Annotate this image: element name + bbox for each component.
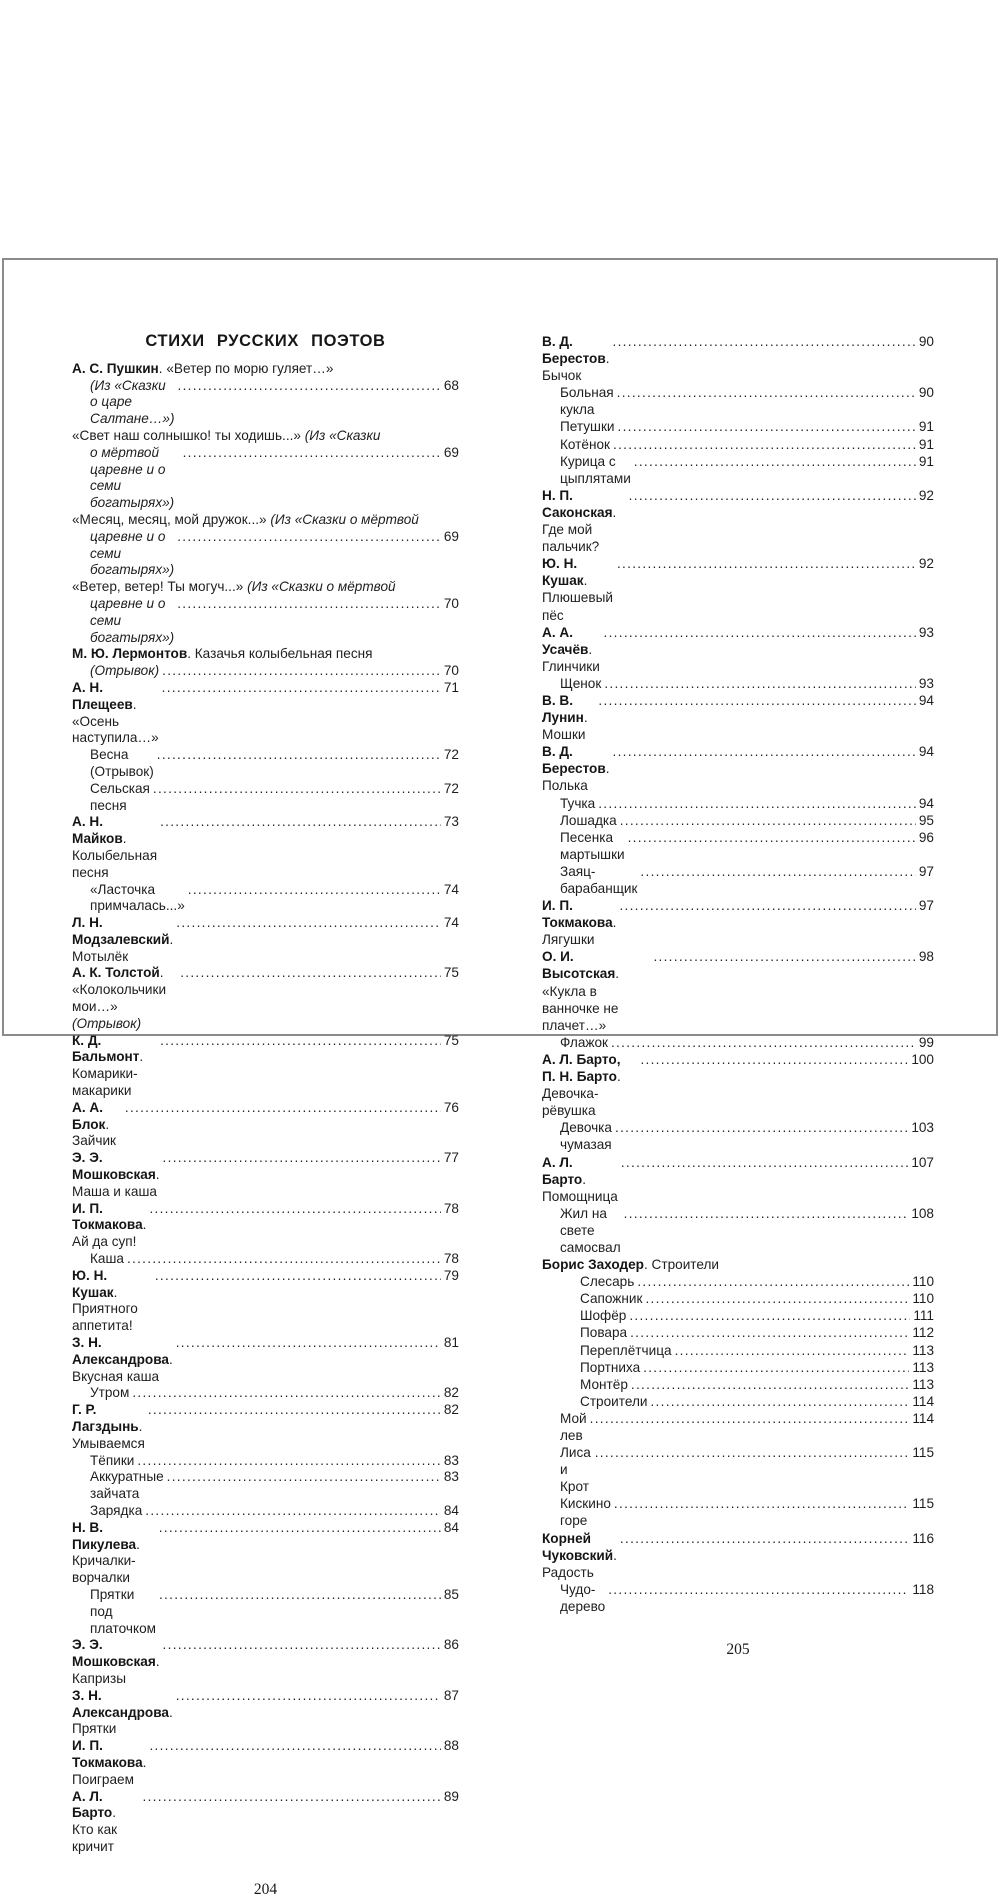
toc-entry-text: Весна (Отрывок)	[90, 747, 158, 779]
toc-page-ref: 72	[443, 780, 459, 796]
dot-leader	[155, 1268, 441, 1285]
dot-leader	[159, 1587, 441, 1604]
toc-page-ref: 84	[443, 1519, 459, 1535]
toc-page-ref: 79	[443, 1267, 459, 1283]
toc-entry-text: Тёпики	[90, 1452, 135, 1468]
dot-leader	[149, 1738, 440, 1755]
dot-leader	[630, 1324, 909, 1341]
toc-page-ref: 94	[918, 795, 934, 811]
toc-entry-text: о мёртвой царевне и о семи богатырях»)	[90, 444, 175, 511]
toc-page-ref: 91	[918, 453, 934, 469]
toc-entry	[542, 829, 934, 863]
toc-page-ref: 111	[913, 1308, 934, 1324]
toc-entry-text: Сельская песня	[90, 780, 154, 813]
toc-entry	[72, 1150, 459, 1200]
toc-page-ref: 70	[443, 663, 459, 679]
toc-page-ref: 93	[918, 624, 934, 640]
toc-entry	[72, 781, 459, 815]
toc-page-ref: 93	[918, 675, 934, 691]
toc-entry	[72, 529, 459, 579]
toc-page-ref: 107	[911, 1154, 934, 1170]
toc-entry-text: Г. Р. Лагздынь. Умываемся	[72, 1402, 149, 1451]
toc-entry-text: Чудо-дерево	[560, 1581, 606, 1614]
toc-entry-text: Корней Чуковский. Радость	[542, 1530, 621, 1580]
toc-entry-text: А. С. Пушкин. «Ветер по морю гуляет…»	[72, 360, 334, 376]
toc-page-ref: 90	[918, 334, 934, 349]
toc-page-ref: 68	[443, 377, 459, 393]
toc-entry-text: Повара	[580, 1325, 631, 1341]
dot-leader	[598, 692, 916, 709]
toc-entry	[542, 436, 934, 453]
dot-leader	[137, 1453, 441, 1470]
toc-entry	[542, 743, 934, 794]
dot-leader	[125, 1100, 441, 1117]
dot-leader	[149, 1201, 440, 1218]
toc-entry	[542, 1410, 934, 1444]
toc-entry	[72, 579, 459, 596]
toc-entry	[72, 1201, 459, 1251]
dot-leader	[634, 453, 916, 470]
toc-page-ref: 77	[443, 1150, 459, 1166]
toc-entry-text: А. Л. Барто, П. Н. Барто. Девочка-рёвушка	[542, 1051, 625, 1119]
dot-leader	[631, 1376, 909, 1393]
dot-leader	[643, 1359, 909, 1376]
toc-entry-text: Флажок	[560, 1034, 608, 1050]
toc-page-right	[542, 333, 934, 1658]
dot-leader	[621, 1154, 908, 1171]
dot-leader	[595, 1444, 910, 1461]
dot-leader	[645, 1290, 909, 1307]
toc-page-ref: 74	[443, 881, 459, 897]
toc-entry	[72, 1100, 459, 1150]
toc-entry-text: М. Ю. Лермонтов. Казачья колыбельная песня	[72, 646, 373, 662]
toc-entry	[542, 487, 934, 555]
toc-entry	[72, 1587, 459, 1637]
toc-entry-text: А. Л. Барто. Кто как кричит	[72, 1788, 121, 1854]
dot-leader	[613, 436, 916, 453]
dot-leader	[127, 1251, 441, 1268]
toc-title: СТИХИ РУССКИХ ПОЭТОВ	[145, 332, 386, 350]
dot-leader	[177, 596, 441, 613]
toc-entry	[72, 1453, 459, 1470]
toc-entry	[72, 445, 459, 512]
toc-page-ref: 92	[918, 556, 934, 572]
toc-entry	[72, 965, 459, 1032]
toc-entry	[72, 915, 459, 965]
toc-page-ref: 94	[918, 692, 934, 708]
dot-leader	[617, 384, 916, 401]
toc-entry	[72, 1268, 459, 1335]
toc-entry	[542, 1034, 934, 1051]
dot-leader	[162, 680, 441, 697]
dot-leader	[628, 829, 916, 846]
toc-entry-text: Э. Э. Мошковская. Капризы	[72, 1637, 164, 1686]
toc-entry	[72, 378, 459, 428]
toc-entry-text: Щенок	[560, 675, 602, 691]
toc-entry	[72, 596, 459, 646]
toc-entry	[72, 512, 459, 529]
dot-leader	[176, 1335, 441, 1352]
toc-entry-text: Кискино горе	[560, 1496, 615, 1529]
toc-page-ref: 97	[918, 898, 934, 914]
toc-entry	[542, 1307, 934, 1324]
toc-entry	[72, 1335, 459, 1385]
toc-page-ref: 94	[918, 744, 934, 760]
toc-page-ref: 115	[912, 1445, 934, 1461]
dot-leader	[637, 1273, 909, 1290]
dot-leader	[619, 897, 915, 914]
dot-leader	[640, 863, 915, 880]
dot-leader	[611, 1034, 916, 1051]
toc-entry	[72, 1520, 459, 1587]
toc-page-ref: 88	[443, 1738, 459, 1754]
toc-entry	[542, 1273, 934, 1290]
toc-entry-text: «Ласточка примчалась...»	[90, 881, 189, 914]
toc-entry	[72, 814, 459, 881]
toc-entry-text: Борис Заходер. Строители	[542, 1257, 720, 1273]
toc-entry-text: И. П. Токмакова. Лягушки	[542, 898, 621, 948]
dot-leader	[650, 1393, 909, 1410]
toc-page-left	[72, 333, 459, 1899]
toc-page-ref: 86	[443, 1637, 459, 1653]
page-number-right: 205	[726, 1641, 750, 1659]
toc-entry	[542, 1119, 934, 1153]
toc-entry	[72, 428, 459, 445]
toc-entry	[542, 1444, 934, 1495]
toc-entry-text: Лиса и Крот	[560, 1445, 595, 1495]
toc-page-ref: 83	[443, 1452, 459, 1468]
dot-leader	[153, 781, 441, 798]
toc-page-ref: 114	[912, 1393, 934, 1409]
toc-entry	[542, 948, 934, 1033]
toc-page-ref: 91	[918, 419, 934, 435]
dot-leader	[640, 1051, 908, 1068]
toc-entry	[72, 1789, 459, 1856]
toc-page-ref: 96	[918, 829, 934, 845]
toc-entry	[72, 1738, 459, 1788]
toc-page-ref: 78	[443, 1200, 459, 1216]
toc-entry-text: Шофёр	[580, 1308, 631, 1324]
dot-leader	[613, 333, 916, 350]
toc-entry-text: «Месяц, месяц, мой дружок...» (Из «Сказки о мёртвой	[72, 511, 419, 527]
toc-entry	[542, 1581, 934, 1615]
toc-entry	[542, 384, 934, 418]
dot-leader	[162, 663, 441, 680]
dot-leader	[590, 1410, 910, 1427]
dot-leader	[608, 1581, 909, 1598]
toc-page-ref: 90	[918, 385, 934, 401]
toc-entry	[542, 692, 934, 743]
dot-leader	[617, 555, 916, 572]
dot-leader	[180, 965, 441, 982]
toc-entry-text: К. Д. Бальмонт. Комарики-макарики	[72, 1032, 147, 1099]
dot-leader	[620, 1530, 909, 1547]
toc-page-ref: 100	[911, 1051, 934, 1067]
toc-entry	[542, 812, 934, 829]
toc-page-ref: 113	[912, 1359, 934, 1375]
dot-leader	[167, 1469, 441, 1486]
toc-entry	[72, 646, 459, 663]
page-number-left: 204	[253, 1880, 278, 1898]
toc-entry-text: Каша	[90, 1251, 124, 1267]
toc-entry	[542, 1359, 934, 1376]
dot-leader	[598, 795, 916, 812]
toc-entry-text: Портниха	[580, 1359, 644, 1375]
dot-leader	[178, 378, 441, 395]
toc-page-ref: 69	[443, 528, 459, 544]
dot-leader	[177, 529, 441, 546]
dot-leader	[157, 747, 441, 764]
toc-entry-text: И. П. Токмакова. Ай да суп!	[72, 1200, 151, 1250]
toc-entry-text: «Ветер, ветер! Ты могуч...» (Из «Сказки о мёртвой	[72, 579, 396, 595]
toc-entry	[542, 1324, 934, 1341]
toc-list-right	[542, 333, 934, 1615]
toc-entry-text: (Из «Сказки о царе Салтане…»)	[90, 377, 175, 427]
toc-page-ref: 99	[918, 1034, 934, 1050]
toc-page-ref: 75	[443, 1032, 459, 1048]
toc-entry	[72, 663, 459, 680]
dot-leader	[145, 1503, 441, 1520]
dot-leader	[160, 1033, 441, 1050]
toc-page-ref: 92	[918, 487, 934, 503]
toc-page-ref: 103	[911, 1120, 934, 1136]
toc-entry	[542, 1290, 934, 1307]
toc-entry-text: царевне и о семи богатырях»)	[90, 595, 175, 645]
toc-page-ref: 73	[443, 814, 459, 830]
toc-entry	[542, 453, 934, 487]
toc-page-ref: 113	[912, 1376, 934, 1392]
toc-entry	[72, 1503, 459, 1520]
toc-page-ref: 74	[443, 915, 459, 931]
toc-entry-text: царевне и о семи богатырях»)	[90, 528, 175, 578]
toc-list-left	[72, 361, 459, 1856]
dot-leader	[604, 675, 916, 692]
toc-entry-text: Ю. Н. Кушак. Плюшевый пёс	[542, 556, 617, 623]
toc-entry	[542, 863, 934, 897]
toc-entry	[542, 1342, 934, 1359]
toc-entry-text: Слесарь	[580, 1274, 639, 1290]
toc-page-ref: 108	[911, 1205, 934, 1221]
toc-page-ref: 110	[912, 1291, 934, 1307]
toc-page-ref: 98	[918, 949, 934, 965]
toc-entry-text: Переплётчица	[580, 1342, 672, 1358]
toc-entry	[542, 1205, 934, 1256]
dot-leader	[629, 1307, 910, 1324]
toc-page-ref: 82	[443, 1385, 459, 1401]
toc-entry	[542, 897, 934, 948]
dot-leader	[163, 1637, 441, 1654]
toc-entry-text: Лошадка	[560, 812, 617, 828]
dot-leader	[188, 882, 441, 899]
dot-leader	[160, 814, 441, 831]
toc-entry-text: Тучка	[560, 795, 600, 811]
toc-entry-text: Л. Н. Модзалевский. Мотылёк	[72, 915, 178, 964]
toc-entry-text: Петушки	[560, 419, 619, 435]
toc-page-ref: 118	[912, 1581, 934, 1597]
toc-entry-text: З. Н. Александрова. Вкусная каша	[72, 1335, 177, 1384]
toc-entry-text: А. К. Толстой. «Колокольчики мои…» (Отрывок)	[72, 965, 170, 1031]
toc-page-ref: 114	[912, 1410, 934, 1426]
toc-entry	[542, 1495, 934, 1529]
toc-entry	[542, 1530, 934, 1581]
toc-entry-text: Девочка чумазая	[560, 1120, 616, 1153]
toc-page-ref: 82	[443, 1402, 459, 1418]
toc-entry-text: Сапожник	[580, 1291, 643, 1307]
toc-page-ref: 81	[443, 1335, 459, 1351]
toc-entry	[72, 1033, 459, 1100]
toc-entry-text: Монтёр	[580, 1376, 632, 1392]
toc-page-ref: 83	[443, 1469, 459, 1485]
toc-entry	[542, 795, 934, 812]
toc-entry	[542, 624, 934, 675]
dot-leader	[675, 1342, 910, 1359]
toc-page-ref: 72	[443, 747, 459, 763]
toc-entry-text: Курица с цыплятами	[560, 453, 635, 486]
toc-entry	[542, 1393, 934, 1410]
toc-page-ref: 116	[912, 1530, 934, 1546]
dot-leader	[183, 445, 441, 462]
toc-entry	[72, 1469, 459, 1503]
dot-leader	[132, 1385, 441, 1402]
dot-leader	[629, 487, 916, 504]
toc-page-ref: 70	[443, 595, 459, 611]
toc-entry	[542, 1256, 934, 1273]
toc-entry	[542, 675, 934, 692]
dot-leader	[624, 1205, 909, 1222]
toc-page-ref: 84	[443, 1502, 459, 1518]
toc-entry-text: Котёнок	[560, 436, 614, 452]
toc-page-ref: 85	[443, 1586, 459, 1602]
dot-leader	[604, 624, 916, 641]
toc-entry-text: (Отрывок)	[90, 663, 160, 679]
toc-entry-text: Больная кукла	[560, 385, 618, 418]
toc-page-ref: 95	[918, 812, 934, 828]
toc-entry	[542, 1051, 934, 1119]
toc-entry-text: А. Л. Барто. Помощница	[542, 1154, 622, 1204]
toc-entry-text: А. А. Блок. Зайчик	[72, 1099, 120, 1149]
toc-entry-text: А. Н. Плещеев. «Осень наступила…»	[72, 679, 159, 746]
toc-entry-text: В. В. Лунин. Мошки	[542, 692, 592, 743]
toc-entry	[542, 333, 934, 384]
dot-leader	[143, 1789, 441, 1806]
toc-entry-text: А. А. Усачёв. Глинчики	[542, 624, 600, 674]
dot-leader	[618, 418, 916, 435]
toc-entry	[72, 680, 459, 747]
dot-leader	[614, 1495, 909, 1512]
toc-entry-text: Утром	[90, 1385, 134, 1401]
toc-page-ref: 69	[443, 444, 459, 460]
toc-page-ref: 75	[443, 965, 459, 981]
toc-entry-text: «Свет наш солнышко! ты ходишь...» (Из «Сказки	[72, 427, 381, 443]
toc-page-ref: 87	[443, 1687, 459, 1703]
toc-entry-text: З. Н. Александрова. Прятки	[72, 1687, 177, 1737]
toc-entry	[72, 1402, 459, 1452]
toc-page-ref: 115	[912, 1496, 934, 1512]
toc-entry	[72, 361, 459, 378]
toc-entry	[542, 418, 934, 435]
toc-entry	[542, 1154, 934, 1205]
toc-page-ref: 97	[918, 863, 934, 879]
toc-entry-text: Заяц-барабанщик	[560, 863, 642, 896]
dot-leader	[176, 915, 441, 932]
toc-entry-text: Ю. Н. Кушак. Приятного аппетита!	[72, 1267, 142, 1334]
toc-entry-text: О. И. Высотская. «Кукла в ванночке не плачет…»	[542, 949, 623, 1033]
toc-page-ref: 112	[912, 1325, 934, 1341]
toc-page-ref: 89	[443, 1788, 459, 1804]
toc-page-ref: 113	[912, 1342, 934, 1358]
toc-page-ref: 78	[443, 1251, 459, 1267]
toc-page-ref: 71	[443, 679, 459, 695]
toc-entry-text: Строители	[580, 1393, 648, 1409]
toc-entry-text: Н. В. Пикулева. Кричалки-ворчалки	[72, 1519, 144, 1586]
dot-leader	[163, 1150, 441, 1167]
toc-entry	[72, 1637, 459, 1687]
dot-leader	[176, 1688, 441, 1705]
toc-entry-text: В. Д. Берестов. Бычок	[542, 334, 614, 384]
toc-entry-text: Мой лев	[560, 1410, 591, 1443]
dot-leader	[653, 948, 915, 965]
toc-entry-text: Аккуратные зайчата	[90, 1469, 168, 1502]
toc-page-ref: 110	[912, 1274, 934, 1290]
book-spread	[2, 258, 998, 1898]
toc-entry	[542, 1376, 934, 1393]
toc-entry	[542, 555, 934, 623]
toc-entry-text: Песенка мартышки	[560, 829, 629, 862]
dot-leader	[613, 743, 916, 760]
dot-leader	[148, 1402, 441, 1419]
toc-entry-text: Э. Э. Мошковская. Маша и каша	[72, 1150, 164, 1199]
toc-entry-text: И. П. Токмакова. Поиграем	[72, 1738, 151, 1787]
toc-entry	[72, 1688, 459, 1738]
toc-entry-text: Прятки под платочком	[90, 1586, 160, 1636]
toc-entry-text: В. Д. Берестов. Полька	[542, 744, 614, 794]
toc-entry-text: А. Н. Майков. Колыбельная песня	[72, 814, 161, 880]
toc-page-ref: 91	[918, 436, 934, 452]
toc-entry	[72, 882, 459, 916]
toc-page-ref: 76	[443, 1099, 459, 1115]
toc-entry	[72, 747, 459, 781]
toc-entry	[72, 1251, 459, 1268]
toc-entry-text: Жил на свете самосвал	[560, 1205, 621, 1255]
toc-entry	[72, 1385, 459, 1402]
toc-entry-text: Зарядка	[90, 1502, 143, 1518]
dot-leader	[615, 1119, 908, 1136]
dot-leader	[620, 812, 916, 829]
toc-entry-text: Н. П. Саконская. Где мой пальчик?	[542, 487, 621, 555]
dot-leader	[159, 1520, 441, 1537]
